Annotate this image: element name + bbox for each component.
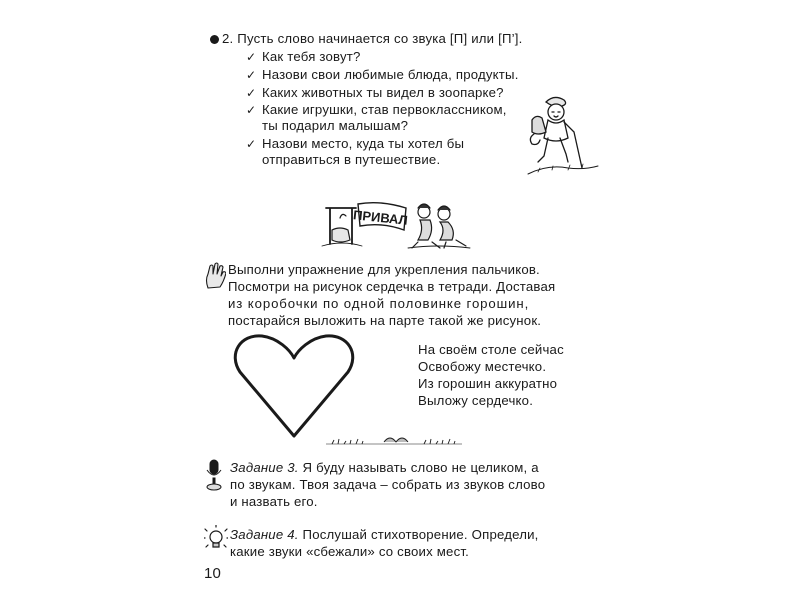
decorative-divider [324,432,464,448]
finger-exercise-line: постарайся выложить на парте такой же рисунок. [228,313,542,328]
task4-label: Задание 4. [230,527,299,542]
task2-item: Какие игрушки, став первоклассником, [262,102,507,117]
poem-line: Из горошин аккуратно [418,376,558,391]
poem-line: Освобожу местечко. [418,359,547,374]
microphone-icon [204,458,224,492]
task4-first-line [230,527,539,543]
poem-line: На своём столе сейчас [418,342,564,357]
task3-first-line [230,460,539,476]
task2-number: 2. [222,31,234,46]
bullet-dot-icon [210,35,219,44]
hiker-illustration [508,88,604,180]
task3-line: и назвать его. [230,494,318,509]
page-number: 10 [204,565,222,582]
task2-item: Назови свои любимые блюда, продукты. [262,67,519,82]
check-icon: ✓ [246,137,257,151]
task2-heading-text: Пусть слово начинается со звука [П] или [П’]. [237,31,523,46]
task3-line: Я буду называть слово не целиком, а [302,460,539,475]
task2-item: Назови место, куда ты хотел бы [262,136,465,151]
task4-line: Послушай стихотворение. Определи, [302,527,539,542]
check-icon: ✓ [246,50,257,64]
heart-drawing [232,332,356,442]
task3-line: по звукам. Твоя задача – собрать из звуков слово [230,477,546,492]
task2-item-continuation: ты подарил малышам? [262,118,409,133]
hand-icon [204,262,226,290]
check-icon: ✓ [246,68,257,82]
check-icon: ✓ [246,103,257,117]
finger-exercise-line: из коробочки по одной половинке горошин, [228,296,530,311]
task2-heading [222,31,522,47]
finger-exercise-line: Посмотри на рисунок сердечка в тетради. Доставая [228,279,556,294]
finger-exercise-line: Выполни упражнение для укрепления пальчиков. [228,262,540,277]
task4-line: какие звуки «сбежали» со своих мест. [230,544,470,559]
task2-item-continuation: отправиться в путешествие. [262,152,441,167]
textbook-page [196,0,608,600]
task2-item: Каких животных ты видел в зоопарке? [262,85,504,100]
lightbulb-icon [204,525,228,555]
check-icon: ✓ [246,86,257,100]
task3-label: Задание 3. [230,460,299,475]
task2-item: Как тебя зовут? [262,49,361,64]
poem-line: Выложу сердечко. [418,393,534,408]
rest-banner-label: ПРИВАЛ [352,207,409,228]
rest-stop-illustration [320,198,472,252]
